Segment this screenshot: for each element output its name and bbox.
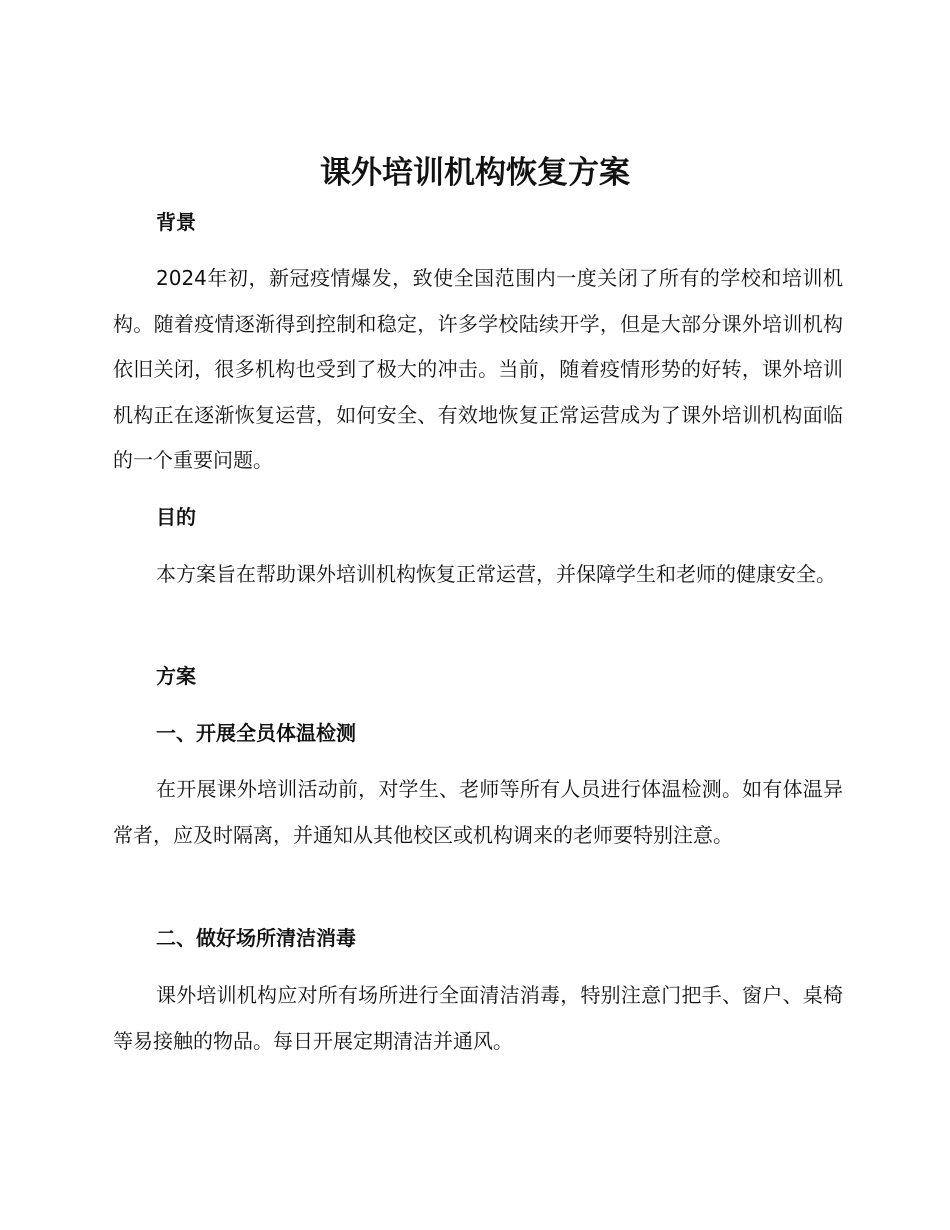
paragraph-cleaning: 课外培训机构应对所有场所进行全面清洁消毒，特别注意门把手、窗户、桌椅等易接触的物品。每日开展定期清洁并通风。 — [113, 983, 843, 1053]
document-title: 课外培训机构恢复方案 — [320, 155, 630, 191]
section-heading-plan: 方案 — [156, 664, 196, 688]
subsection-heading-cleaning: 二、做好场所清洁消毒 — [156, 926, 356, 950]
section-heading-background: 背景 — [156, 210, 196, 234]
paragraph-background: 2024年初，新冠疫情爆发，致使全国范围内一度关闭了所有的学校和培训机构。随着疫情逐渐得到控制和稳定，许多学校陆续开学，但是大部分课外培训机构依旧关闭，很多机构也受到了极大的冲击。当前，随着疫情形势的好转，课外培训机构正在逐渐恢复运营，如何安全、有效地恢复正常运营成为了课外培训机构面临的一个重要问题。 — [113, 266, 843, 472]
section-heading-purpose: 目的 — [156, 505, 196, 529]
subsection-heading-temperature-check: 一、开展全员体温检测 — [156, 721, 356, 745]
paragraph-purpose: 本方案旨在帮助课外培训机构恢复正常运营，并保障学生和老师的健康安全。 — [156, 562, 836, 586]
paragraph-temperature-check: 在开展课外培训活动前，对学生、老师等所有人员进行体温检测。如有体温异常者，应及时隔离，并通知从其他校区或机构调来的老师要特别注意。 — [113, 777, 843, 847]
